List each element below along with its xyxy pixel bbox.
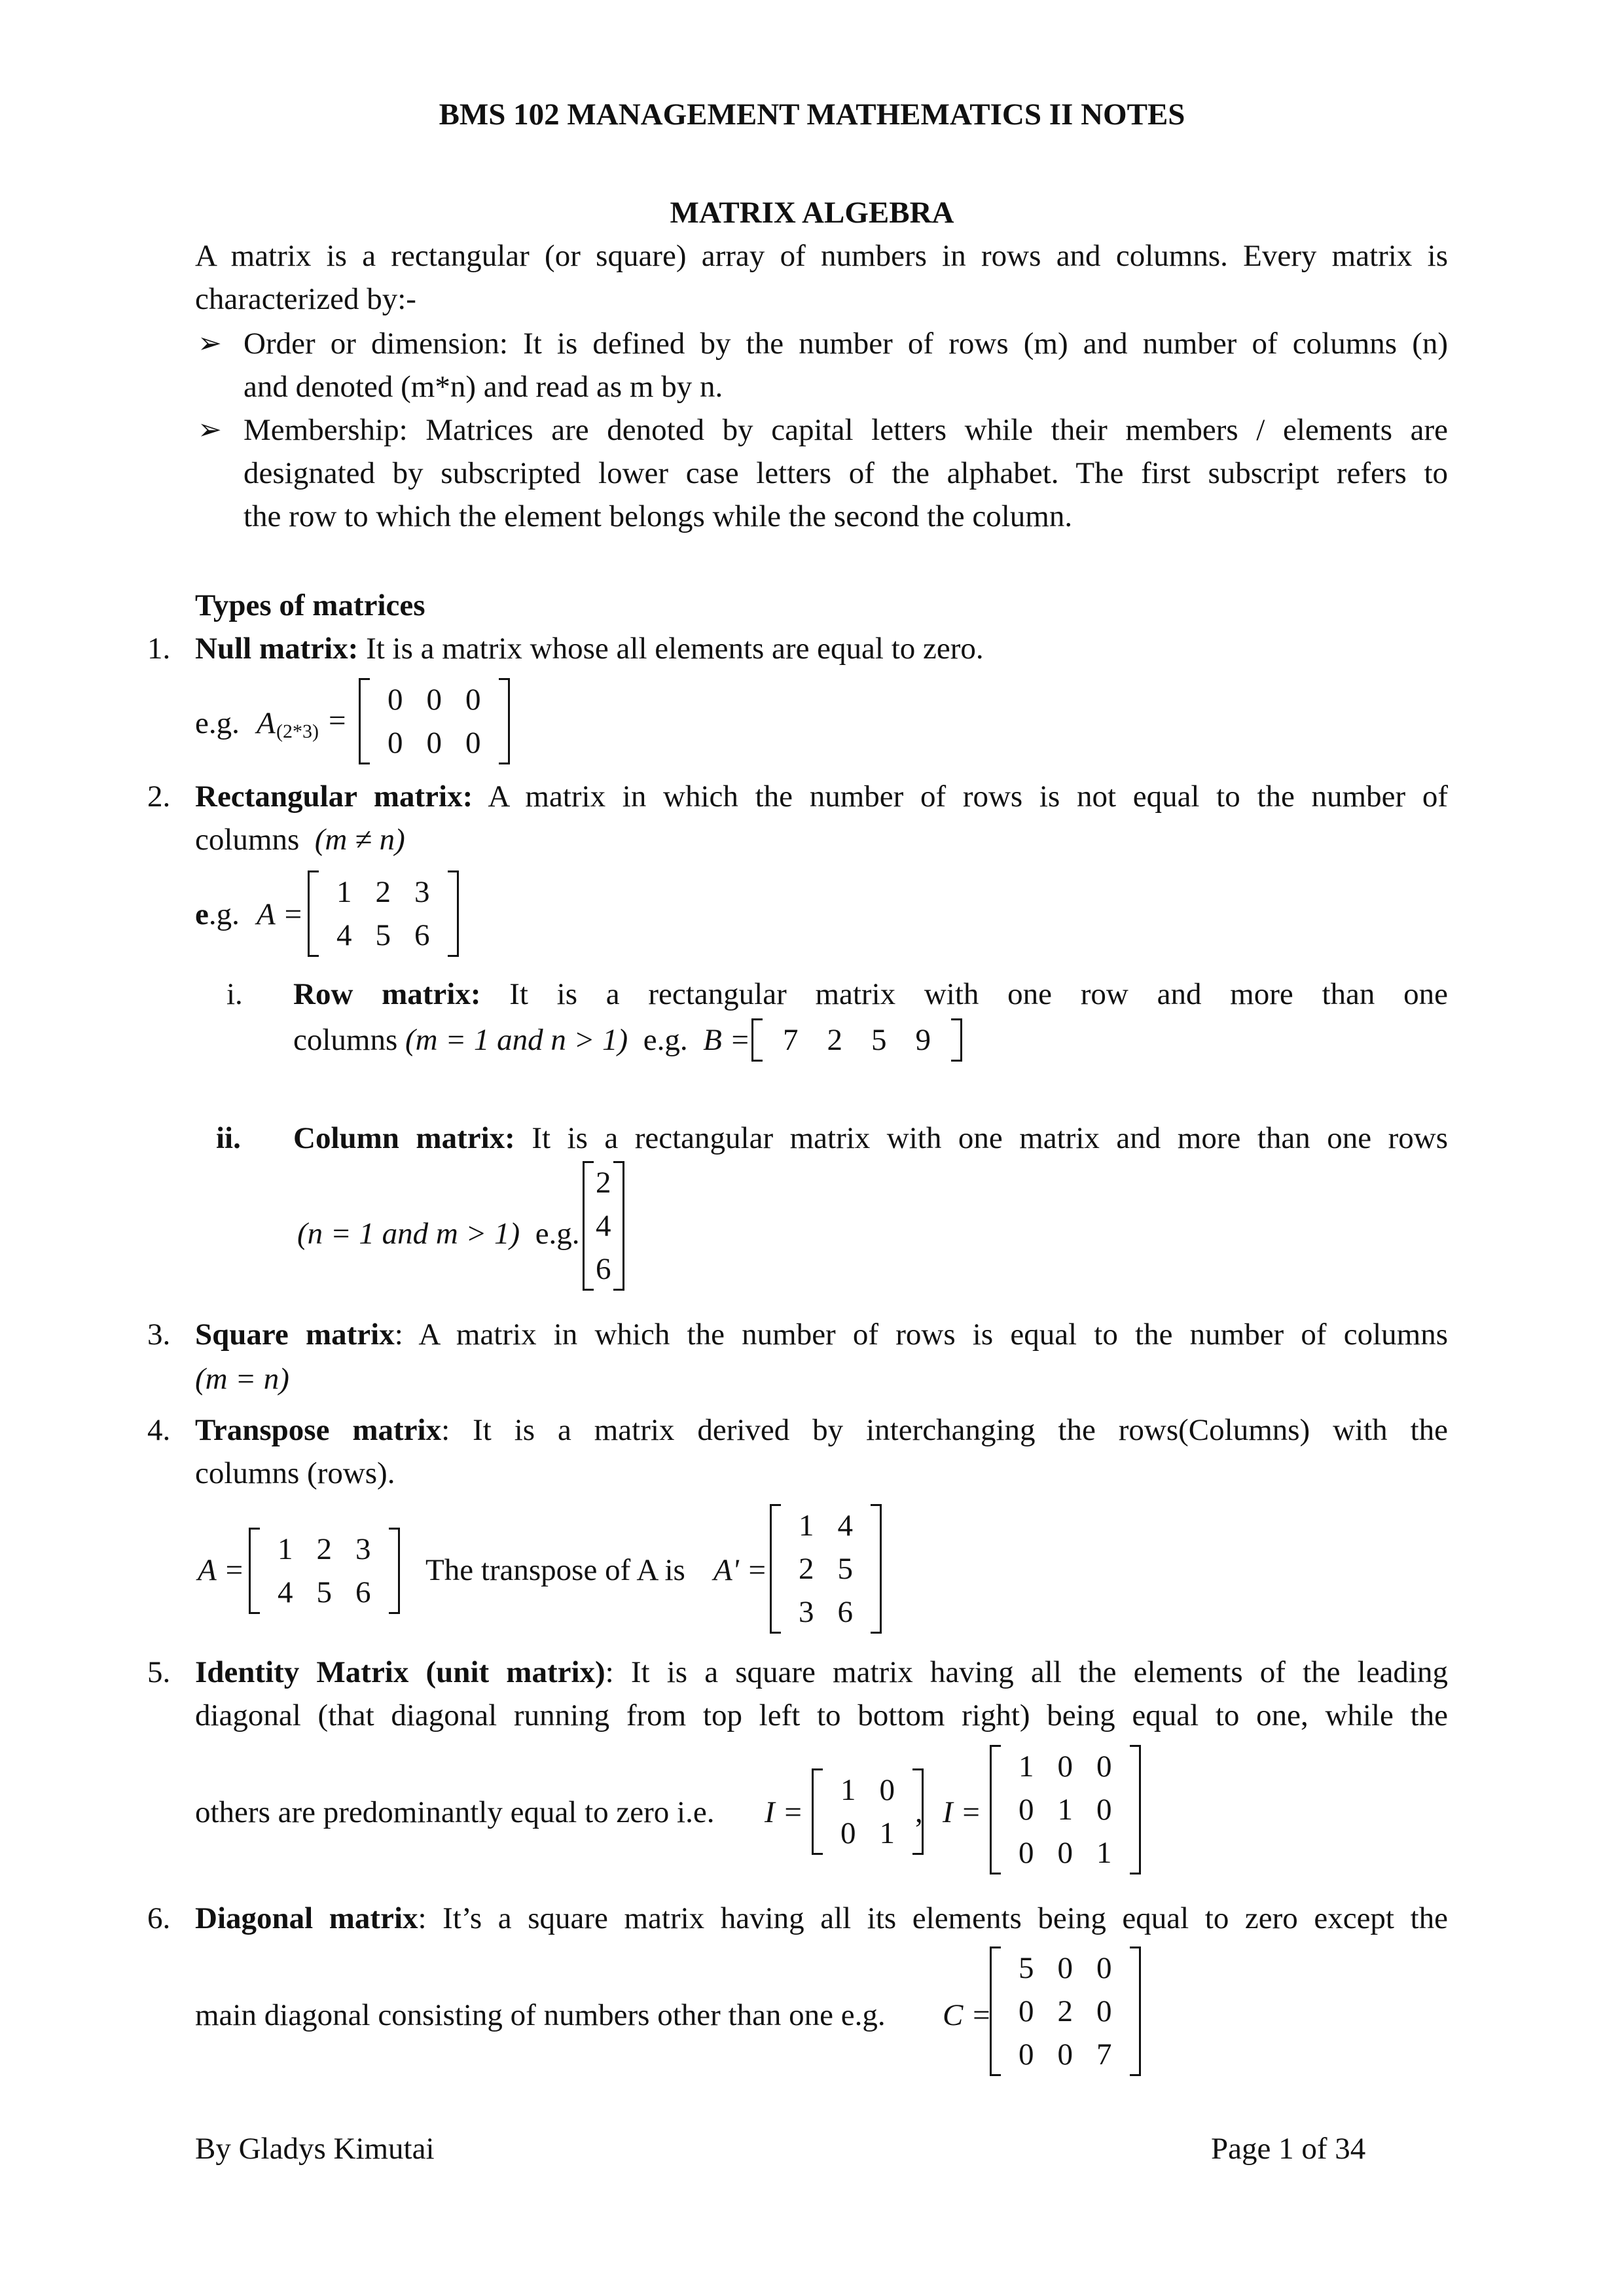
item-number: i. [226,977,243,1011]
eg-label: e.g. [195,897,240,931]
square-matrix-term: Square matrix [195,1318,395,1352]
item-number: 1. [147,632,171,666]
item-number: ii. [216,1121,241,1155]
matrix-label: I = [943,1795,982,1829]
matrix-label: C = [943,1998,992,2032]
row-matrix-term: Row matrix: [293,977,481,1011]
eg-label: e.g. [195,706,240,740]
column-matrix-definition: Column matrix: It is a rectangular matrix with one matrix and more than one rows [293,1121,1448,1155]
condition: (m ≠ n) [314,823,405,857]
identity-matrix-term: Identity Matrix (unit matrix) [195,1655,605,1689]
matrix-subscript: (2*3) [276,721,319,742]
null-matrix-definition: Null matrix: It is a matrix whose all elements are equal to zero. [195,632,984,666]
matrix-label: I = [765,1795,804,1829]
row-matrix-definition: Row matrix: It is a rectangular matrix with one row and more than one [293,977,1448,1011]
rectangular-matrix: 1 2 3 4 5 6 [308,870,459,957]
transpose-matrix-definition: Transpose matrix: It is a matrix derived by interchanging the rows(Columns) with the [195,1413,1449,1447]
types-heading: Types of matrices [195,588,425,622]
bullet-membership-line-2: designated by subscripted lower case letters of the alphabet. The first subscript refers to [244,456,1448,490]
matrix-label: A = [198,1553,245,1587]
row-matrix: 7 2 5 9 [751,1018,962,1062]
intro-line-2: characterized by:- [195,282,416,316]
comma: , [915,1795,923,1829]
bullet-order-line-2: and denoted (m*n) and read as m by n. [244,370,723,404]
diagonal-matrix: 5 0 0 0 2 0 0 0 7 [990,1946,1141,2076]
bullet-arrow-icon: ➢ [198,327,222,359]
bullet-arrow-icon: ➢ [198,414,222,446]
intro-line-1: A matrix is a rectangular (or square) array of numbers in rows and columns. Every matrix is [195,239,1448,273]
transpose-caption: The transpose of A is [425,1553,685,1587]
matrix-label: A' = [713,1553,768,1587]
item-number: 3. [147,1318,171,1352]
identity-line-2: diagonal (that diagonal running from top left to bottom right) being equal to one, while the [195,1698,1448,1732]
equals-sign: = [329,704,346,738]
column-matrix: 2 4 6 [583,1161,624,1291]
diagonal-line-2: main diagonal consisting of numbers other than one e.g. [195,1998,886,2032]
column-matrix-condition: (n = 1 and m > 1) e.g. [297,1217,580,1251]
diagonal-matrix-definition: Diagonal matrix: It’s a square matrix having all its elements being equal to zero except the [195,1901,1448,1935]
square-matrix-definition: Square matrix: A matrix in which the number of rows is equal to the number of columns [195,1318,1448,1352]
matrix-a: 1 2 3 4 5 6 [249,1528,400,1614]
item-number: 5. [147,1655,171,1689]
null-matrix-term: Null matrix: [195,632,359,666]
bullet-order-line-1: Order or dimension: It is defined by the number of rows (m) and number of columns (n) [244,327,1448,361]
identity-matrix-definition: Identity Matrix (unit matrix): It is a square matrix having all the elements of the leading [195,1655,1448,1689]
rectangular-matrix-line-2: columns (m ≠ n) [195,823,405,857]
transpose-line-2: columns (rows). [195,1456,395,1490]
matrix-label: A = [257,897,304,931]
rectangular-matrix-term: Rectangular matrix: [195,780,473,814]
column-matrix-term: Column matrix: [293,1121,515,1155]
bullet-membership-line-3: the row to which the element belongs while the second the column. [244,499,1073,533]
item-number: 2. [147,780,171,814]
footer-page-number: Page 1 of 34 [1211,2132,1366,2166]
identity-matrix-3x3: 1 0 0 0 1 0 0 0 1 [990,1745,1141,1874]
item-number: 4. [147,1413,171,1447]
identity-matrix-2x2: 1 0 0 1 [812,1768,924,1855]
null-matrix: 0 0 0 0 0 0 [359,678,510,764]
transpose-matrix-term: Transpose matrix [195,1413,442,1447]
matrix-label: A [257,706,276,740]
identity-line-3: others are predominantly equal to zero i.e. [195,1795,715,1829]
diagonal-matrix-term: Diagonal matrix [195,1901,418,1935]
square-matrix-condition: (m = n) [195,1362,289,1396]
rectangular-matrix-definition: Rectangular matrix: A matrix in which the number of rows is not equal to the number of [195,780,1448,814]
bullet-membership-line-1: Membership: Matrices are denoted by capital letters while their members / elements are [244,413,1448,447]
item-number: 6. [147,1901,171,1935]
matrix-a-transpose: 1 4 2 5 3 6 [770,1504,882,1634]
footer-author: By Gladys Kimutai [195,2132,435,2166]
document-title: BMS 102 MANAGEMENT MATHEMATICS II NOTES [439,98,1185,132]
row-matrix-line-2: columns (m = 1 and n > 1) e.g. B = [293,1023,751,1057]
section-title: MATRIX ALGEBRA [670,196,954,230]
